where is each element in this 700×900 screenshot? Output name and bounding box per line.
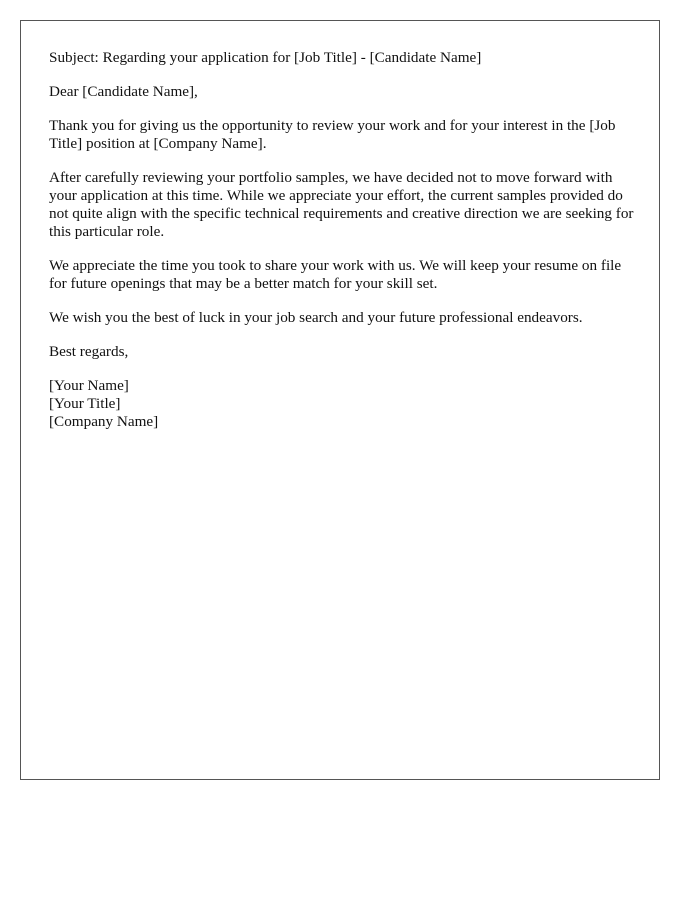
signature-block <box>49 377 639 431</box>
signature-company: [Company Name] <box>49 413 159 430</box>
letter-paragraph-1: Thank you for giving us the opportunity to review your work and for your interest in the [Job Title] position at [Company Name]. <box>49 117 616 152</box>
letter-subject: Subject: Regarding your application for [Job Title] - [Candidate Name] <box>49 49 482 66</box>
letter-salutation: Dear [Candidate Name], <box>49 83 198 100</box>
letter-body <box>49 49 639 431</box>
signature-title: [Your Title] <box>49 395 121 412</box>
letter-paragraph-3: We appreciate the time you took to share your work with us. We will keep your resume on file for future openings that may be a better match for your skill set. <box>49 257 622 292</box>
letter-container <box>20 20 660 780</box>
signature-name: [Your Name] <box>49 377 129 394</box>
letter-paragraph-4: We wish you the best of luck in your job search and your future professional endeavors. <box>49 309 583 326</box>
letter-paragraph-2: After carefully reviewing your portfolio samples, we have decided not to move forward with your application at this time. While we appreciate your effort, the current samples provided do not quite align with the specific technical requirements and creative direction we are seeking for this particular role. <box>49 169 634 240</box>
letter-closing: Best regards, <box>49 343 129 360</box>
